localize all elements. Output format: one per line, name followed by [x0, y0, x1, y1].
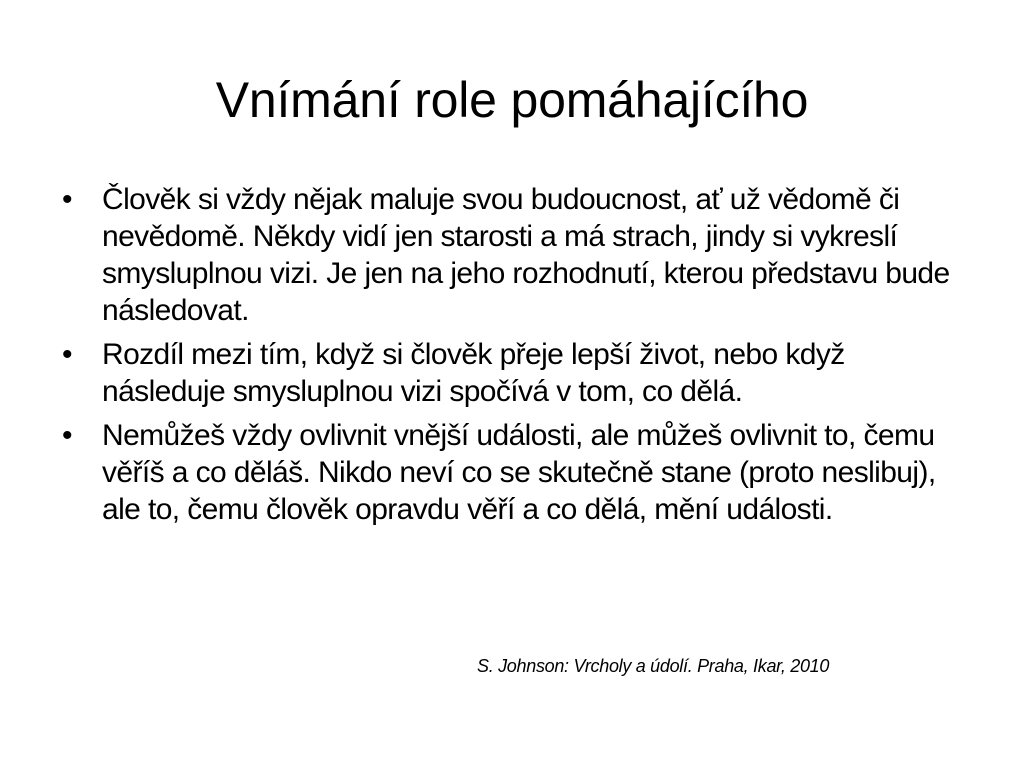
- bullet-item: [62, 181, 962, 329]
- bullet-icon: •: [62, 419, 72, 452]
- bullet-text: Člověk si vždy nějak maluje svou budoucnost, ať už vědomě či nevědomě. Někdy vidí jen starosti a má strach, jindy si vykreslí smysluplnou vizi. Je jen na jeho rozhodnutí, kterou představu bude následovat.: [102, 183, 950, 327]
- bullet-item: [62, 336, 962, 410]
- bullet-icon: •: [62, 338, 72, 371]
- bullet-text: Nemůžeš vždy ovlivnit vnější události, ale můžeš ovlivnit to, čemu věříš a co děláš. Nikdo neví co se skutečně stane (proto neslibuj), ale to, čemu člověk opravdu věří a co dělá, mění události.: [102, 419, 936, 526]
- slide-title: Vnímání role pomáhajícího: [215, 72, 809, 128]
- bullet-item: [62, 417, 962, 528]
- source-citation: S. Johnson: Vrcholy a údolí. Praha, Ikar, 2010: [477, 656, 830, 676]
- bullet-icon: •: [62, 183, 72, 216]
- bullet-list: [62, 181, 962, 535]
- bullet-text: Rozdíl mezi tím, když si člověk přeje lepší život, nebo když následuje smysluplnou vizi spočívá v tom, co dělá.: [102, 338, 845, 408]
